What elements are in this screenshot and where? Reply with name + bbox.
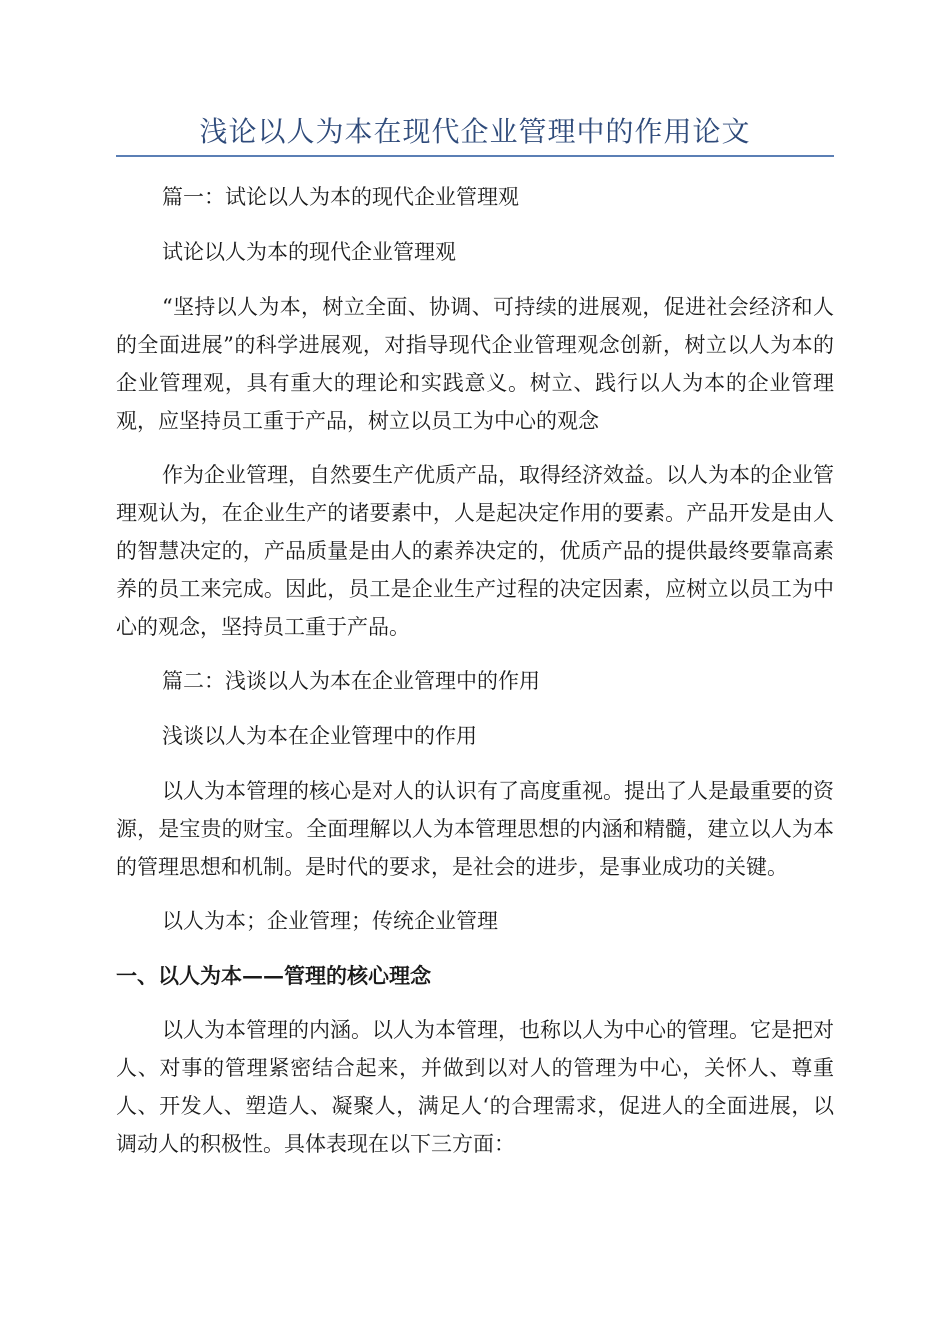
paragraph-core-of-management: 以人为本管理的核心是对人的认识有了高度重视。提出了人是最重要的资源，是宝贵的财宝。全面理解以人为本管理思想的内涵和精髓，建立以人为本的管理思想和机制。是时代的要求，是社会的进步，是事业成功的关键。 (116, 779, 834, 879)
paragraph-connotation: 以人为本管理的内涵。以人为本管理，也称以人为中心的管理。它是把对人、对事的管理紧密结合起来，并做到以对人的管理为中心，关怀人、尊重人、开发人、塑造人、凝聚人，满足人‘的合理需求，促进人的全面进展，以调动人的积极性。具体表现在以下三方面： (116, 1018, 834, 1156)
paragraph-scientific-development: “坚持以人为本，树立全面、协调、可持续的进展观，促进社会经济和人的全面进展”的科学进展观，对指导现代企业管理观念创新，树立以人为本的企业管理观，具有重大的理论和实践意义。树立、践行以人为本的企业管理观，应坚持员工重于产品，树立以员工为中心的观念 (116, 295, 834, 433)
paragraph-keywords: 以人为本；企业管理；传统企业管理 (162, 909, 498, 933)
document-body (116, 178, 834, 1179)
paragraph-section-two-heading: 篇二：浅谈以人为本在企业管理中的作用 (162, 669, 540, 693)
paragraph-section-one-subtitle: 试论以人为本的现代企业管理观 (162, 240, 456, 264)
title-underline (116, 155, 834, 157)
paragraph-enterprise-management: 作为企业管理，自然要生产优质产品，取得经济效益。以人为本的企业管理观认为，在企业生产的诸要素中，人是起决定作用的要素。产品开发是由人的智慧决定的，产品质量是由人的素养决定的，优质产品的提供最终要靠高素养的员工来完成。因此，员工是企业生产过程的决定因素，应树立以员工为中心的观念，坚持员工重于产品。 (116, 463, 834, 639)
document-title: 浅论以人为本在现代企业管理中的作用论文 (199, 115, 751, 148)
paragraph-section-two-subtitle: 浅谈以人为本在企业管理中的作用 (162, 724, 477, 748)
paragraph-section-one-heading: 篇一：试论以人为本的现代企业管理观 (162, 185, 519, 209)
heading-core-concept: 一、以人为本——管理的核心理念 (116, 963, 431, 988)
